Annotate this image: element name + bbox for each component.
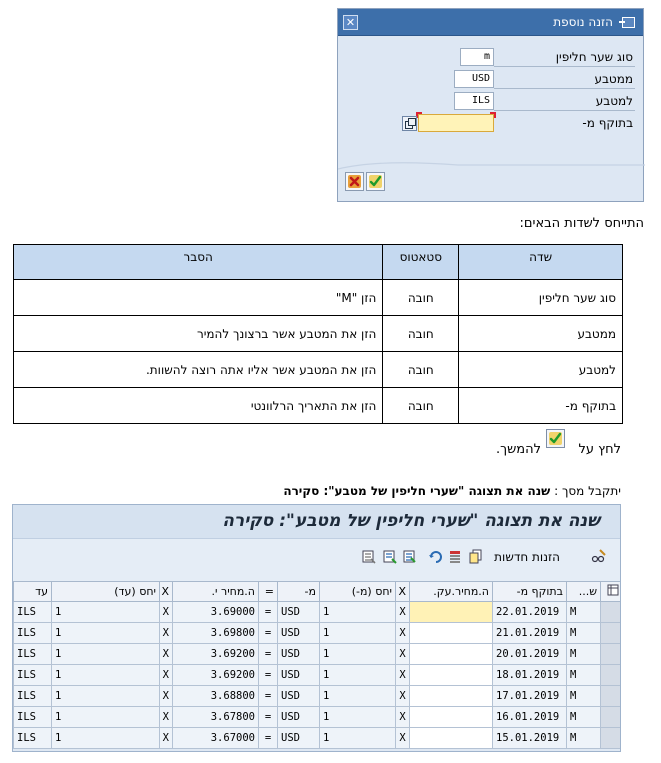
cell-type: M	[567, 644, 601, 665]
cell-from: USD	[278, 728, 320, 749]
cell-ratio-to: 1	[52, 728, 160, 749]
row-field: ממטבע	[459, 316, 623, 352]
header-field: שדה	[459, 245, 623, 280]
cell-x1: X	[396, 728, 410, 749]
cell-direct-rate[interactable]: 3.67800	[173, 707, 259, 728]
glasses-pen-icon[interactable]	[591, 549, 606, 564]
row-status: חובה	[383, 316, 459, 352]
to-currency-label: למטבע	[595, 94, 633, 108]
cell-eq: =	[259, 686, 278, 707]
cell-ratio-to: 1	[52, 602, 160, 623]
cell-type: M	[567, 665, 601, 686]
cell-indirect-rate[interactable]	[410, 686, 493, 707]
header-status: סטאטוס	[383, 245, 459, 280]
cell-direct-rate[interactable]: 3.69000	[173, 602, 259, 623]
exchange-type-label: סוג שער חליפין	[555, 50, 633, 64]
cell-ratio-from: 1	[320, 665, 396, 686]
cell-indirect-rate[interactable]	[410, 728, 493, 749]
select-block-icon[interactable]	[382, 549, 397, 564]
valid-from-input[interactable]	[418, 114, 494, 132]
checkmark-icon	[367, 173, 384, 190]
cell-eq: =	[259, 623, 278, 644]
row-description: הזן את המטבע אשר ברצונך להמיר	[14, 316, 383, 352]
dialog-titlebar	[338, 9, 643, 36]
cell-x2: X	[160, 602, 173, 623]
screen-intro-text	[283, 484, 621, 498]
cell-x1: X	[396, 644, 410, 665]
row-description: הזן את המטבע אשר אליו אתה רוצה להשוות.	[14, 352, 383, 388]
cell-ratio-from: 1	[320, 707, 396, 728]
screen-header	[13, 505, 620, 539]
column-settings-icon[interactable]	[601, 582, 622, 602]
table-row	[14, 280, 623, 316]
cell-direct-rate[interactable]: 3.69200	[173, 644, 259, 665]
press-text: לחץ על	[578, 442, 621, 457]
cell-valid-from: 18.01.2019	[493, 665, 567, 686]
table-row[interactable]	[14, 707, 622, 728]
table-row[interactable]	[14, 602, 622, 623]
from-currency-label: ממטבע	[594, 72, 633, 86]
cell-ratio-from: 1	[320, 686, 396, 707]
cell-to: ILS	[14, 686, 52, 707]
cell-ratio-to: 1	[52, 623, 160, 644]
screen-intro-prefix: יתקבל מסך :	[550, 484, 621, 498]
screen-intro-bold: שנה את תצוגה "שערי חליפין של מטבע": סקירה	[283, 484, 551, 498]
cell-ratio-to: 1	[52, 665, 160, 686]
cell-direct-rate[interactable]: 3.67000	[173, 728, 259, 749]
cell-type: M	[567, 707, 601, 728]
cell-type: M	[567, 728, 601, 749]
cell-valid-from: 17.01.2019	[493, 686, 567, 707]
to-currency-input[interactable]: ILS	[454, 92, 494, 110]
delete-icon[interactable]	[448, 549, 463, 564]
cell-eq: =	[259, 644, 278, 665]
cell-from: USD	[278, 644, 320, 665]
field-row-to-currency	[338, 91, 643, 113]
cell-ratio-from: 1	[320, 623, 396, 644]
exchange-rates-screen	[12, 504, 621, 752]
cell-eq: =	[259, 665, 278, 686]
header-description: הסבר	[14, 245, 383, 280]
cell-type: M	[567, 623, 601, 644]
dialog-window-icon	[622, 17, 635, 28]
row-field: למטבע	[459, 352, 623, 388]
table-row[interactable]	[14, 665, 622, 686]
select-all-icon[interactable]	[402, 549, 417, 564]
cell-x2: X	[160, 728, 173, 749]
cell-indirect-rate[interactable]	[410, 644, 493, 665]
cell-x2: X	[160, 623, 173, 644]
cell-to: ILS	[14, 602, 52, 623]
table-row[interactable]	[14, 623, 622, 644]
cell-to: ILS	[14, 665, 52, 686]
refer-fields-text: התייחס לשדות הבאים:	[519, 216, 644, 231]
row-status: חובה	[383, 388, 459, 424]
cell-direct-rate[interactable]: 3.69800	[173, 623, 259, 644]
cell-from: USD	[278, 623, 320, 644]
exchange-rates-grid	[13, 581, 621, 749]
screen-title: שנה את תצוגה "שערי חליפין של מטבע": סקירה	[222, 511, 600, 531]
row-selector[interactable]	[601, 665, 622, 686]
col-type[interactable]: ש...	[567, 582, 601, 602]
table-row	[14, 316, 623, 352]
matchcode-icon[interactable]	[402, 116, 417, 131]
cell-valid-from: 22.01.2019	[493, 602, 567, 623]
row-status: חובה	[383, 352, 459, 388]
col-from[interactable]: מ-	[278, 582, 320, 602]
col-ratio-to[interactable]: יחס (עד)	[52, 582, 160, 602]
field-row-exchange-type	[338, 47, 643, 69]
cell-to: ILS	[14, 707, 52, 728]
cell-x1: X	[396, 623, 410, 644]
col-x1[interactable]: X	[396, 582, 410, 602]
cell-to: ILS	[14, 623, 52, 644]
continue-checkmark-icon	[546, 429, 565, 448]
dialog-title: הזנה נוספת	[553, 15, 613, 29]
cell-direct-rate[interactable]: 3.68800	[173, 686, 259, 707]
cell-x1: X	[396, 686, 410, 707]
cell-valid-from: 21.01.2019	[493, 623, 567, 644]
grid-header	[14, 582, 622, 602]
cell-type: M	[567, 686, 601, 707]
cell-ratio-from: 1	[320, 602, 396, 623]
col-valid-from[interactable]: בתוקף מ-	[493, 582, 567, 602]
exchange-type-input[interactable]: m	[460, 48, 494, 66]
row-description: הזן "M"	[14, 280, 383, 316]
cell-indirect-rate[interactable]	[410, 623, 493, 644]
cell-eq: =	[259, 728, 278, 749]
table-row[interactable]	[14, 686, 622, 707]
col-direct-rate[interactable]: ה.מחיר י.	[173, 582, 259, 602]
cell-valid-from: 16.01.2019	[493, 707, 567, 728]
dialog-close-icon[interactable]: ✕	[343, 15, 358, 30]
cancel-icon	[346, 173, 363, 190]
table-row	[14, 352, 623, 388]
cell-indirect-rate[interactable]	[410, 665, 493, 686]
cell-x2: X	[160, 707, 173, 728]
cell-type: M	[567, 602, 601, 623]
from-currency-input[interactable]: USD	[454, 70, 494, 88]
screen-toolbar	[13, 539, 620, 573]
cell-ratio-from: 1	[320, 728, 396, 749]
col-x2[interactable]: X	[160, 582, 173, 602]
undo-icon[interactable]	[428, 549, 443, 564]
row-selector[interactable]	[601, 623, 622, 644]
cell-ratio-to: 1	[52, 686, 160, 707]
cell-valid-from: 20.01.2019	[493, 644, 567, 665]
cell-from: USD	[278, 707, 320, 728]
deselect-all-icon[interactable]	[361, 549, 376, 564]
row-selector[interactable]	[601, 644, 622, 665]
cell-from: USD	[278, 602, 320, 623]
cell-x1: X	[396, 665, 410, 686]
row-status: חובה	[383, 280, 459, 316]
cell-direct-rate[interactable]: 3.69200	[173, 665, 259, 686]
col-ratio-from[interactable]: יחס (מ-)	[320, 582, 396, 602]
cell-x2: X	[160, 644, 173, 665]
cell-ratio-to: 1	[52, 644, 160, 665]
cell-ratio-from: 1	[320, 644, 396, 665]
fields-table-header	[14, 245, 623, 280]
table-row[interactable]	[14, 728, 622, 749]
cell-x2: X	[160, 686, 173, 707]
col-to[interactable]: עד	[14, 582, 52, 602]
row-selector[interactable]	[601, 728, 622, 749]
cell-to: ILS	[14, 644, 52, 665]
cell-from: USD	[278, 686, 320, 707]
copy-icon[interactable]	[468, 549, 483, 564]
cancel-button[interactable]	[345, 172, 364, 191]
continue-text: להמשך.	[495, 442, 541, 457]
cell-x1: X	[396, 707, 410, 728]
cell-x1: X	[396, 602, 410, 623]
cell-indirect-rate[interactable]	[410, 602, 493, 623]
col-indirect-rate[interactable]: ה.מחיר.עק.	[410, 582, 493, 602]
row-selector[interactable]	[601, 686, 622, 707]
field-row-from-currency	[338, 69, 643, 91]
row-field: סוג שער חליפין	[459, 280, 623, 316]
fields-table	[13, 244, 623, 424]
field-row-valid-from	[338, 113, 643, 135]
cell-valid-from: 15.01.2019	[493, 728, 567, 749]
table-row[interactable]	[14, 644, 622, 665]
cell-x2: X	[160, 665, 173, 686]
row-field: בתוקף מ-	[459, 388, 623, 424]
valid-from-label: בתוקף מ-	[582, 116, 633, 130]
cell-indirect-rate[interactable]	[410, 707, 493, 728]
cell-eq: =	[259, 602, 278, 623]
cell-to: ILS	[14, 728, 52, 749]
row-selector[interactable]	[601, 602, 622, 623]
table-row	[14, 388, 623, 424]
col-eq[interactable]: =	[259, 582, 278, 602]
row-selector[interactable]	[601, 707, 622, 728]
cell-eq: =	[259, 707, 278, 728]
cell-from: USD	[278, 665, 320, 686]
additional-entry-dialog	[337, 8, 644, 202]
new-entries-button[interactable]: הזנות חדשות	[494, 550, 560, 564]
confirm-button[interactable]	[366, 172, 385, 191]
cell-ratio-to: 1	[52, 707, 160, 728]
row-description: הזן את התאריך הרלוונטי	[14, 388, 383, 424]
